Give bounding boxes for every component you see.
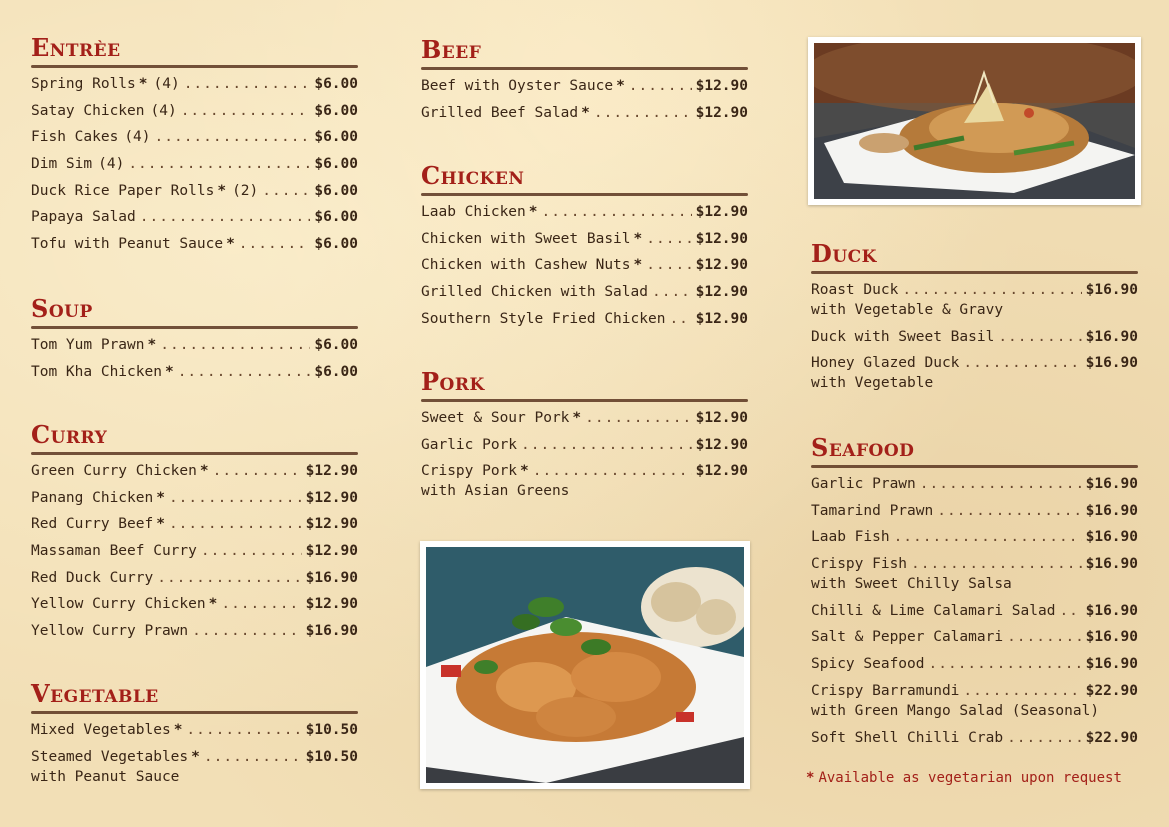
item-name: Red Duck Curry (31, 569, 154, 586)
section-title: Seafood (811, 433, 915, 462)
dot-leader (652, 282, 692, 302)
item-name: Chilli & Lime Calamari Salad (811, 602, 1056, 619)
item-name: Fish Cakes (31, 129, 119, 146)
menu-item (31, 362, 358, 382)
dot-leader (963, 681, 1081, 701)
section-duck (811, 240, 1138, 400)
dot-leader (169, 514, 302, 534)
section-seafood (811, 434, 1138, 754)
item-name: Tom Kha Chicken (31, 363, 162, 380)
menu-item (421, 229, 748, 249)
footnote-text: Available as vegetarian upon request (818, 770, 1122, 786)
section-divider (31, 65, 358, 68)
item-price: $12.90 (695, 284, 748, 301)
item-price: $16.90 (305, 569, 358, 586)
item-price: $6.00 (314, 129, 358, 146)
item-price: $16.90 (1085, 476, 1138, 492)
item-name: Red Curry Beef (31, 516, 154, 533)
section-vegetable (31, 680, 358, 793)
dot-leader (140, 207, 311, 227)
menu-item (31, 127, 358, 147)
item-price: $16.90 (1085, 529, 1138, 546)
dot-leader (262, 181, 310, 201)
dot-leader (929, 654, 1082, 674)
menu-item (421, 202, 748, 222)
dot-leader (542, 202, 692, 222)
vegetarian-star: * (156, 516, 165, 533)
item-price: $10.50 (305, 722, 358, 738)
menu-item (811, 554, 1138, 594)
item-name: Garlic Prawn (811, 476, 916, 492)
item-price: $12.90 (695, 436, 748, 453)
menu-item (31, 720, 358, 740)
crispy-fish-dish-image (426, 547, 744, 783)
dot-leader (239, 234, 311, 254)
item-price: $12.90 (305, 489, 358, 506)
vegetarian-star: * (520, 463, 529, 480)
section-divider (31, 711, 358, 714)
menu-item (31, 181, 358, 201)
vegetarian-star: * (528, 204, 538, 220)
item-name: Garlic Pork (421, 436, 518, 453)
dot-leader (937, 501, 1081, 521)
item-price: $6.00 (314, 337, 358, 353)
item-name: Chicken with Cashew Nuts (421, 257, 631, 274)
item-price: $12.90 (305, 543, 358, 560)
menu-item (811, 728, 1138, 748)
item-name: Massaman Beef Curry (31, 543, 197, 560)
item-name: Duck with Sweet Basil (811, 328, 995, 345)
item-name: Beef with Oyster Sauce (421, 78, 614, 94)
item-price: $16.90 (1085, 629, 1138, 646)
noodle-dish-image (814, 43, 1135, 199)
item-name: Grilled Chicken with Salad (421, 284, 648, 301)
item-name: Papaya Salad (31, 209, 136, 226)
item-price: $22.90 (1085, 729, 1138, 746)
menu-item (31, 207, 358, 227)
menu-item (811, 353, 1138, 393)
item-name: Panang Chicken (31, 489, 154, 506)
item-name: Roast Duck (811, 282, 899, 298)
section-divider (421, 193, 748, 196)
item-price: $12.90 (305, 463, 358, 479)
dot-leader (998, 327, 1081, 347)
menu-item (811, 474, 1138, 494)
section-beef (421, 36, 748, 129)
menu-item (31, 461, 358, 481)
item-price: $16.90 (1085, 502, 1138, 519)
item-name: Laab Fish (811, 529, 890, 546)
item-price: $6.00 (314, 209, 358, 226)
section-title: Entrèe (31, 33, 121, 62)
item-price: $12.90 (305, 596, 358, 613)
menu-item (31, 594, 358, 614)
footnote-star: * (806, 770, 815, 786)
section-soup (31, 295, 358, 388)
item-price: $6.00 (314, 156, 358, 173)
vegetarian-star: * (138, 76, 148, 92)
item-price: $16.90 (1085, 282, 1138, 298)
vegetarian-star: * (208, 596, 218, 613)
menu-item (31, 541, 358, 561)
dot-leader (157, 568, 301, 588)
menu-item (31, 154, 358, 174)
vegetarian-star: * (147, 337, 157, 353)
dot-leader (585, 408, 691, 428)
item-quantity: (4) (98, 156, 125, 173)
vegetarian-star: * (199, 463, 209, 479)
item-subtitle: with Asian Greens (421, 483, 570, 500)
dot-leader (646, 229, 691, 249)
menu-item (31, 568, 358, 588)
item-quantity: (4) (153, 76, 180, 92)
item-name: Spring Rolls (31, 76, 136, 92)
section-pork (421, 368, 748, 508)
menu-item (31, 747, 358, 787)
item-name: Yellow Curry Prawn (31, 623, 189, 640)
section-title: Beef (421, 35, 482, 64)
item-name: Salt & Pepper Calamari (811, 629, 1004, 646)
menu-item (31, 335, 358, 355)
section-title: Chicken (421, 161, 525, 190)
dot-leader (920, 474, 1082, 494)
section-divider (421, 399, 748, 402)
dot-leader (186, 720, 301, 740)
section-title: Pork (421, 367, 485, 396)
dot-leader (963, 353, 1081, 373)
menu-item (31, 621, 358, 641)
vegetarian-star: * (164, 363, 174, 380)
vegetarian-star: * (616, 78, 625, 94)
item-quantity: (4) (150, 102, 177, 119)
photo-crispy-fish (420, 541, 750, 789)
photo-pad-thai (808, 37, 1141, 205)
item-name: Tofu with Peanut Sauce (31, 236, 224, 253)
item-quantity: (4) (124, 129, 151, 146)
dot-leader (155, 127, 311, 147)
dot-leader (201, 541, 302, 561)
vegetarian-star: * (217, 182, 227, 199)
menu-item (31, 488, 358, 508)
dot-leader (1007, 728, 1082, 748)
dot-leader (669, 309, 691, 329)
item-price: $6.00 (314, 182, 358, 199)
menu-item (421, 282, 748, 302)
item-name: Chicken with Sweet Basil (421, 230, 631, 247)
item-name: Grilled Beef Salad (421, 104, 579, 121)
dot-leader (128, 154, 310, 174)
menu-item (421, 255, 748, 275)
item-subtitle: with Vegetable (811, 375, 934, 392)
section-chicken (421, 162, 748, 335)
item-name: Duck Rice Paper Rolls (31, 182, 215, 199)
dot-leader (1007, 627, 1082, 647)
item-subtitle: with Peanut Sauce (31, 768, 180, 785)
item-price: $16.90 (1085, 355, 1138, 372)
menu-item (421, 76, 748, 96)
item-price: $12.90 (695, 104, 748, 121)
item-price: $6.00 (314, 76, 358, 92)
dot-leader (646, 255, 691, 275)
item-price: $22.90 (1085, 682, 1138, 699)
item-name: Spicy Seafood (811, 656, 925, 673)
item-price: $12.90 (695, 230, 748, 247)
menu-item (421, 103, 748, 123)
item-name: Laab Chicken (421, 204, 526, 220)
item-price: $16.90 (1085, 602, 1138, 619)
section-entree (31, 34, 358, 261)
dot-leader (169, 488, 302, 508)
menu-item (811, 501, 1138, 521)
item-price: $12.90 (695, 463, 748, 480)
item-name: Crispy Fish (811, 556, 908, 573)
menu-item (811, 654, 1138, 674)
item-subtitle: with Green Mango Salad (Seasonal) (811, 702, 1100, 719)
item-price: $12.90 (695, 410, 748, 426)
section-divider (421, 67, 748, 70)
item-subtitle: with Vegetable & Gravy (811, 302, 1004, 318)
section-divider (31, 326, 358, 329)
section-title: Curry (31, 420, 108, 449)
item-price: $12.90 (695, 257, 748, 274)
dot-leader (221, 594, 301, 614)
dot-leader (911, 554, 1082, 574)
dot-leader (521, 435, 692, 455)
section-divider (31, 452, 358, 455)
vegetarian-star: * (581, 104, 590, 121)
section-divider (811, 271, 1138, 274)
vegetarian-star: * (173, 722, 183, 738)
dot-leader (894, 527, 1082, 547)
item-price: $16.90 (305, 623, 358, 640)
dot-leader (902, 280, 1081, 300)
vegetarian-star: * (191, 748, 200, 765)
item-name: Yellow Curry Chicken (31, 596, 206, 613)
dot-leader (204, 747, 302, 767)
item-name: Crispy Pork (421, 463, 518, 480)
menu-item (811, 601, 1138, 621)
dot-leader (184, 74, 311, 94)
item-price: $10.50 (305, 748, 358, 765)
item-price: $16.90 (1085, 656, 1138, 673)
item-price: $12.90 (695, 78, 748, 94)
item-name: Dim Sim (31, 156, 93, 173)
menu-item (811, 280, 1138, 320)
item-name: Tom Yum Prawn (31, 337, 145, 353)
item-price: $6.00 (314, 236, 358, 253)
menu-item (421, 408, 748, 428)
item-price: $6.00 (314, 102, 358, 119)
item-name: Southern Style Fried Chicken (421, 310, 666, 327)
section-title: Vegetable (31, 679, 159, 708)
vegetarian-star: * (572, 410, 582, 426)
dot-leader (1059, 601, 1081, 621)
vegetarian-star: * (633, 257, 643, 274)
menu-item (421, 435, 748, 455)
section-title: Soup (31, 294, 93, 323)
item-price: $16.90 (1085, 556, 1138, 573)
menu-item (811, 681, 1138, 721)
dot-leader (594, 103, 692, 123)
item-name: Mixed Vegetables (31, 722, 171, 738)
item-name: Crispy Barramundi (811, 682, 960, 699)
item-name: Soft Shell Chilli Crab (811, 729, 1004, 746)
section-divider (811, 465, 1138, 468)
dot-leader (213, 461, 302, 481)
item-price: $12.90 (305, 516, 358, 533)
section-title: Duck (811, 239, 877, 268)
item-price: $12.90 (695, 204, 748, 220)
dot-leader (192, 621, 301, 641)
item-name: Green Curry Chicken (31, 463, 197, 479)
menu-item (811, 527, 1138, 547)
dot-leader (181, 101, 311, 121)
dot-leader (629, 76, 692, 96)
item-name: Steamed Vegetables (31, 748, 189, 765)
item-quantity: (2) (232, 182, 259, 199)
menu-item (31, 74, 358, 94)
menu-item (811, 327, 1138, 347)
dot-leader (160, 335, 310, 355)
item-price: $16.90 (1085, 328, 1138, 345)
item-name: Honey Glazed Duck (811, 355, 960, 372)
section-curry (31, 421, 358, 648)
menu-item (811, 627, 1138, 647)
menu-item (421, 309, 748, 329)
item-name: Satay Chicken (31, 102, 145, 119)
vegetarian-footnote (806, 770, 1122, 786)
menu-item (31, 101, 358, 121)
menu-item (31, 234, 358, 254)
vegetarian-star: * (156, 489, 165, 506)
vegetarian-star: * (633, 230, 643, 247)
item-subtitle: with Sweet Chilly Salsa (811, 576, 1012, 593)
item-price: $6.00 (314, 363, 358, 380)
dot-leader (533, 461, 692, 481)
menu-item (421, 461, 748, 501)
item-price: $12.90 (695, 310, 748, 327)
menu-item (31, 514, 358, 534)
dot-leader (178, 362, 311, 382)
item-name: Tamarind Prawn (811, 502, 934, 519)
item-name: Sweet & Sour Pork (421, 410, 570, 426)
vegetarian-star: * (226, 236, 235, 253)
